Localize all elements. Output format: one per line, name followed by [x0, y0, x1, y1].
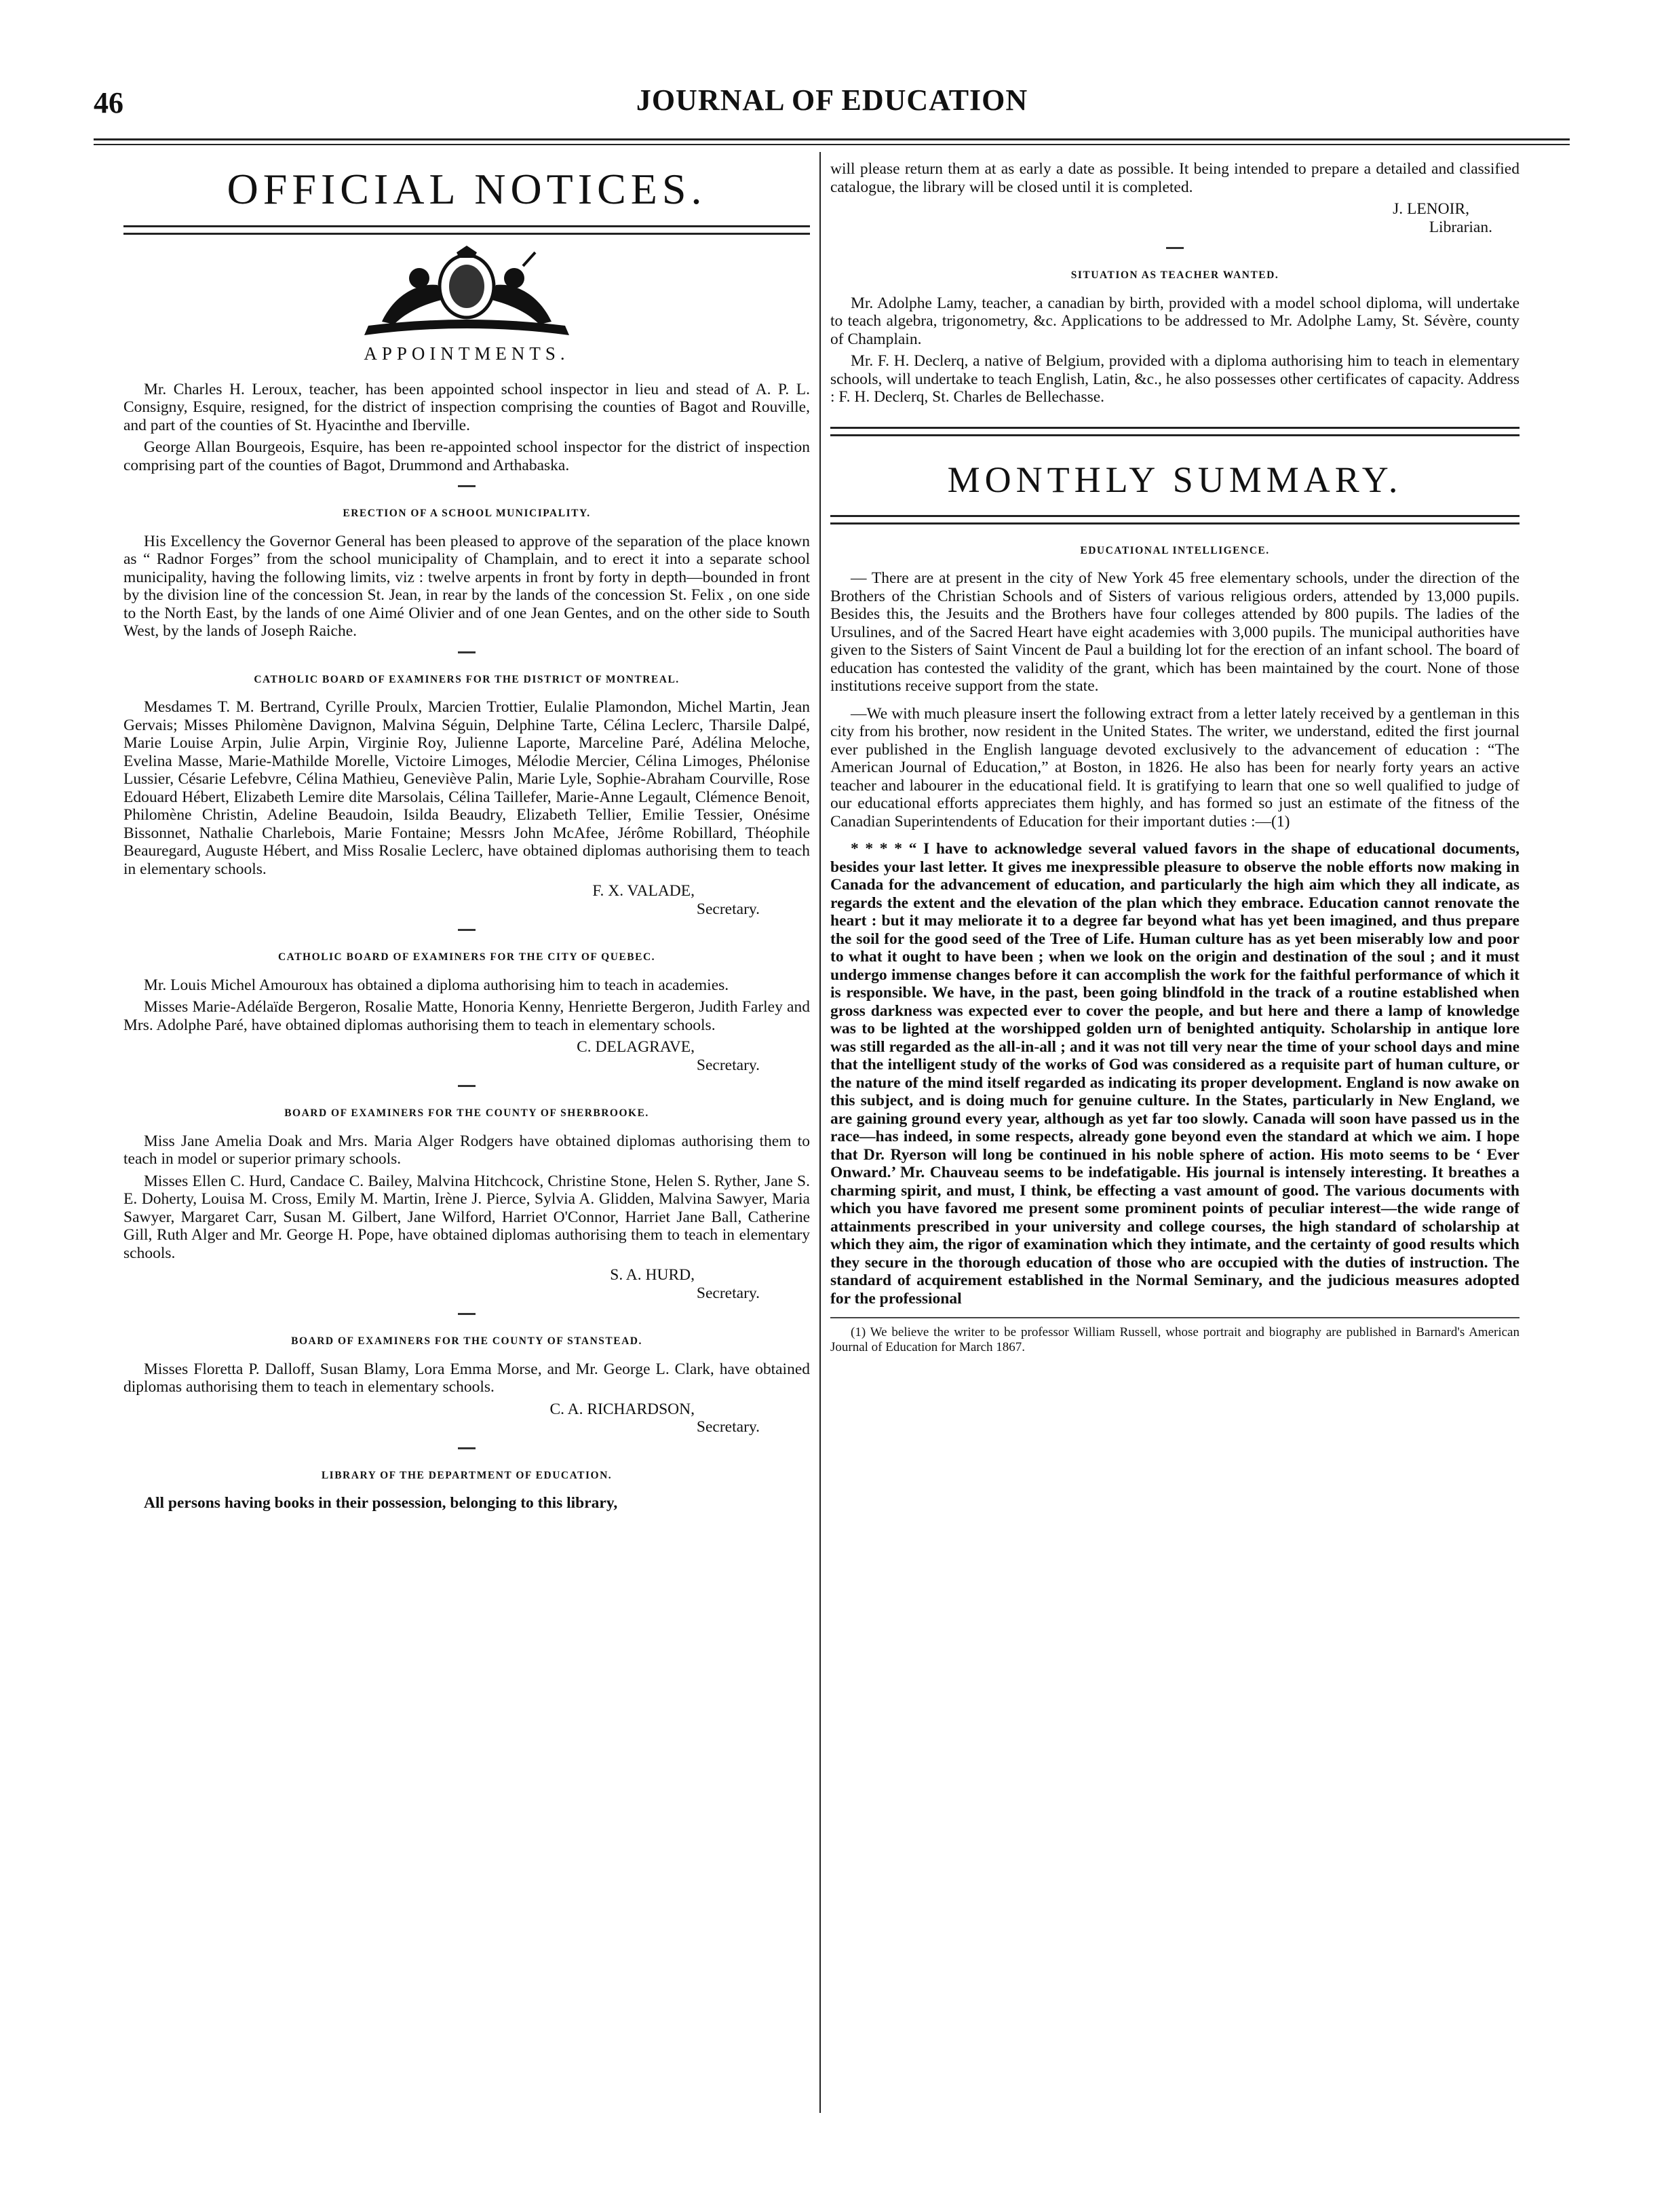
signature-title: Secretary. [696, 1418, 760, 1436]
library-notice-start: All persons having books in their possession, belonging to this library, [144, 1494, 618, 1512]
signature-title: Secretary. [696, 900, 760, 918]
erection-notice: His Excellency the Governor General has been pleased to approve of the separation of the place known as “ Radnor Forges” from the school municipality of Champlain, and to erect it into a separate school municipality, having the following limits, viz : twelve arpents in front by forty in depth—bounded in front by the division line of the concession St. Jean, in rear by the lands of the concession St. Felix , on one side to the North East, by the lands of one Aimé Olivier and of one Jean Gentes, and on the other side to South West, by the lands of Joseph Raiche. [123, 532, 810, 640]
montreal-board-heading: CATHOLIC BOARD OF EXAMINERS FOR THE DISTRICT OF MONTREAL. [254, 673, 680, 685]
left-column [123, 160, 810, 1517]
section-dash [458, 929, 476, 931]
right-column [830, 160, 1520, 1359]
page-number: 46 [94, 86, 123, 119]
letter-extract: * * * * “ I have to acknowledge several valued favors in the shape of educational documents, besides your last letter. It gives me inexpressible pleasure to observe the noble efforts now making in Canada for the advancement of education, and particularly the high aim which they all indicate, as regards the extent and the elevation of the plan which they embrace. Education cannot renovate the heart : but it may meliorate it to a degree far beyond what has yet been imagined, and thus prepare the soil for the good seed of the Tree of Life. Human culture has as yet been miserably low and poor to what it ought to have been ; when we look on the origin and destination of the soul ; and it must undergo immense changes before it can accomplish the work for the faithful performance of which it is responsible. We have, in the past, been going blindfold in the track of a routine established when gross darkness was expected ever to cover the people, and but here and there a lamp of knowledge was to be lighted at the worshipped golden urn of benighted antiquity. Scholarship in antique lore was still regarded as the all-in-all ; and it was not till very near the time of your school days and mine that the intelligent study of the works of God was considered as a requisite part of human culture, or the nature of the mind itself regarded as indicating its proper development. England is now awake on this subject, and is doing much for genuine culture. In the States, particularly in New England, we are gaining ground every year, although as yet far too slowly. Canada will soon have passed us in the race—has indeed, in some respects, already gone beyond even the standard at which we aim. I hope that Dr. Ryerson will long be continued in his noble sphere of action. His moto seems to be ‘ Ever Onward.’ Mr. Chauveau seems to be indefatigable. His journal is intensely interesting. It breathes a charming spirit, and must, I think, be effecting a vast amount of good. The various documents with which you have favored me present some prominent points of peculiar interest—the wide range of attainments prescribed in your university and college courses, the high standard of scholarship at which they aim, the rigor of examination which they intimate, and the certainty of good results which they secure in the thorough education of those who are occupied with the duties of instruction. The standard of acquirement established in the Normal Seminary, and the judicious measures adopted for the professional [830, 840, 1520, 1308]
library-signature [830, 200, 1520, 236]
situation-lamy: Mr. Adolphe Lamy, teacher, a canadian by birth, provided with a model school diploma, will undertake to teach algebra, trigonometry, &c. Applications to be addressed to Mr. Adolphe Lamy, St. Sévère, county of Champlain. [830, 294, 1520, 348]
stanstead-board-heading: BOARD OF EXAMINERS FOR THE COUNTY OF STANSTEAD. [291, 1335, 642, 1347]
appointments-heading: APPOINTMENTS. [364, 343, 570, 364]
montreal-signature [123, 882, 810, 918]
educational-intelligence-heading: EDUCATIONAL INTELLIGENCE. [1080, 544, 1270, 556]
title-rule [830, 515, 1520, 525]
running-title: JOURNAL OF EDUCATION [636, 83, 1028, 117]
stanstead-signature [123, 1400, 810, 1436]
signature-title: Librarian. [1429, 218, 1492, 236]
quebec-academy-diploma: Mr. Louis Michel Amouroux has obtained a diploma authorising him to teach in academies. [144, 976, 729, 994]
new-york-schools: — There are at present in the city of New York 45 free elementary schools, under the direction of the Brothers of the Christian Schools and of Sisters of various religious orders, attended by 13,000 pupils. Besides this, the Jesuits and the Brothers have four colleges attended by 800 pupils. The ladies of the Ursulines, and of the Sacred Heart have eight academies with 3,000 pupils. The municipal authorities have given to the Sisters of Saint Vincent de Paul a building lot for the erection of an infant school. The board of education has contested the validity of the grant, which has been maintained by the court. None of those institutions receive support from the state. [830, 569, 1520, 695]
royal-coat-of-arms-icon [355, 246, 579, 338]
signature-name: F. X. VALADE, [592, 882, 695, 900]
sherbrooke-board-heading: BOARD OF EXAMINERS FOR THE COUNTY OF SHERBROOKE. [284, 1107, 649, 1119]
letter-introduction: —We with much pleasure insert the following extract from a letter lately received by a gentleman in this city from his brother, now resident in the United States. The writer, we understand, edited the first journal ever published in the English language devoted exclusively to the advancement of education : “The American Journal of Education,” at Boston, in 1826. He also has been for nearly forty years an active teacher and labourer in the educational field. It is gratifying to learn that one so well qualified to judge of our educational efforts appreciates them highly, and has formed so just an estimate of the fitness of the Canadian Superintendents of Education for their important duties :—(1) [830, 704, 1520, 831]
erection-heading: ERECTION OF A SCHOOL MUNICIPALITY. [343, 508, 591, 519]
signature-name: C. A. RICHARDSON, [549, 1400, 695, 1418]
sherbrooke-model-diplomas: Miss Jane Amelia Doak and Mrs. Maria Alger Rodgers have obtained diplomas authorising them to teach in model or superior primary schools. [123, 1132, 810, 1168]
section-dash [458, 485, 476, 487]
section-dash [458, 1313, 476, 1315]
footnote-rule [830, 1317, 1520, 1318]
column-divider [819, 152, 821, 2113]
section-dash [458, 1447, 476, 1449]
section-dash [1166, 247, 1184, 249]
header-rule-bottom [94, 144, 1570, 145]
library-notice-continued: will please return them at as early a date as possible. It being intended to prepare a detailed and classified catalogue, the library will be closed until it is completed. [830, 160, 1520, 196]
signature-name: C. DELAGRAVE, [577, 1038, 695, 1056]
signature-title: Secretary. [696, 1056, 760, 1074]
library-heading: LIBRARY OF THE DEPARTMENT OF EDUCATION. [321, 1469, 613, 1481]
situation-declerq: Mr. F. H. Declerq, a native of Belgium, provided with a diploma authorising him to teach in elementary schools, will undertake to teach English, Latin, &c., he also possesses other certificates of capacity. Address : F. H. Declerq, St. Charles de Bellechasse. [830, 352, 1520, 406]
header-rule-top [94, 138, 1570, 140]
signature-name: S. A. HURD, [610, 1266, 695, 1284]
quebec-signature [123, 1038, 810, 1074]
section-dash [458, 1085, 476, 1087]
appointment-bourgeois: George Allan Bourgeois, Esquire, has been re-appointed school inspector for the district of inspection comprising part of the counties of Bagot, Drummond and Arthabaska. [123, 438, 810, 474]
title-rule [123, 225, 810, 235]
sherbrooke-signature [123, 1266, 810, 1302]
monthly-summary-title: MONTHLY SUMMARY. [947, 459, 1403, 500]
footnote: (1) We believe the writer to be professor William Russell, whose portrait and biography are published in Barnard's American Journal of Education for March 1867. [830, 1325, 1520, 1354]
stanstead-diplomas: Misses Floretta P. Dalloff, Susan Blamy, Lora Emma Morse, and Mr. George L. Clark, have obtained diplomas authorising them to teach in elementary schools. [123, 1360, 810, 1396]
situation-heading: SITUATION AS TEACHER WANTED. [1070, 269, 1279, 281]
signature-name: J. LENOIR, [1393, 200, 1469, 218]
signature-title: Secretary. [696, 1284, 760, 1302]
quebec-elementary-diplomas: Misses Marie-Adélaïde Bergeron, Rosalie Matte, Honoria Kenny, Henriette Bergeron, Judith Farley and Mrs. Adolphe Paré, have obtained diplomas authorising them to teach in elementary schools. [123, 998, 810, 1034]
section-break-rule [830, 427, 1520, 436]
quebec-board-heading: CATHOLIC BOARD OF EXAMINERS FOR THE CITY OF QUEBEC. [277, 951, 656, 963]
section-dash [458, 651, 476, 653]
montreal-board-list: Mesdames T. M. Bertrand, Cyrille Proulx, Marcien Trottier, Eulalie Plamondon, Michel Martin, Jean Gervais; Misses Philomène Davignon, Malvina Séguin, Delphine Tarte, Célina Leclerc, Tharsile Dalpé, Marie Louise Arpin, Julie Arpin, Virginie Roy, Julienne Laporte, Marceline Paré, Adélina Meloche, Evelina Masse, Marie-Mathilde Morelle, Victoire Limoges, Mélodie Mercier, Célina Limoges, Phélonise Lussier, Césarie Lefebvre, Célina Mathieu, Geneviève Palin, Marie Lyle, Sophie-Abraham Courville, Rose Edouard Hébert, Elizabeth Lemire dite Marsolais, Célina Taillefer, Marie-Anne Legault, Clémence Benoit, Philomène Christin, Adeline Beaudoin, Isilda Beaudry, Elizabeth Tellier, Emilie Tessier, Onésime Bissonnet, Nathalie Charlebois, Marie Fontaine; Messrs John McAfee, Jérôme Robillard, Théophile Beauregard, Auguste Hébert, and Miss Rosalie Leclerc, have obtained diplomas authorising them to teach in elementary schools. [123, 698, 810, 878]
appointment-leroux: Mr. Charles H. Leroux, teacher, has been appointed school inspector in lieu and stead of A. P. L. Consigny, Esquire, resigned, for the district of inspection comprising the counties of Bagot and Rouville, and part of the counties of St. Hyacinthe and Iberville. [123, 380, 810, 434]
sherbrooke-elementary-diplomas: Misses Ellen C. Hurd, Candace C. Bailey, Malvina Hitchcock, Christine Stone, Helen S. Ryther, Jane S. E. Doherty, Louisa M. Cross, Emily M. Martin, Irène J. Pierce, Sylvia A. Glidden, Malvina Sawyer, Maria Sawyer, Margaret Carr, Susan M. Gilbert, Jane Wilford, Harriet O'Connor, Harriet Jane Ball, Catherine Gill, Ruth Alger and Mr. George H. Pope, have obtained diplomas authorising them to teach in elementary schools. [123, 1172, 810, 1262]
official-notices-title: OFFICIAL NOTICES. [227, 165, 707, 213]
